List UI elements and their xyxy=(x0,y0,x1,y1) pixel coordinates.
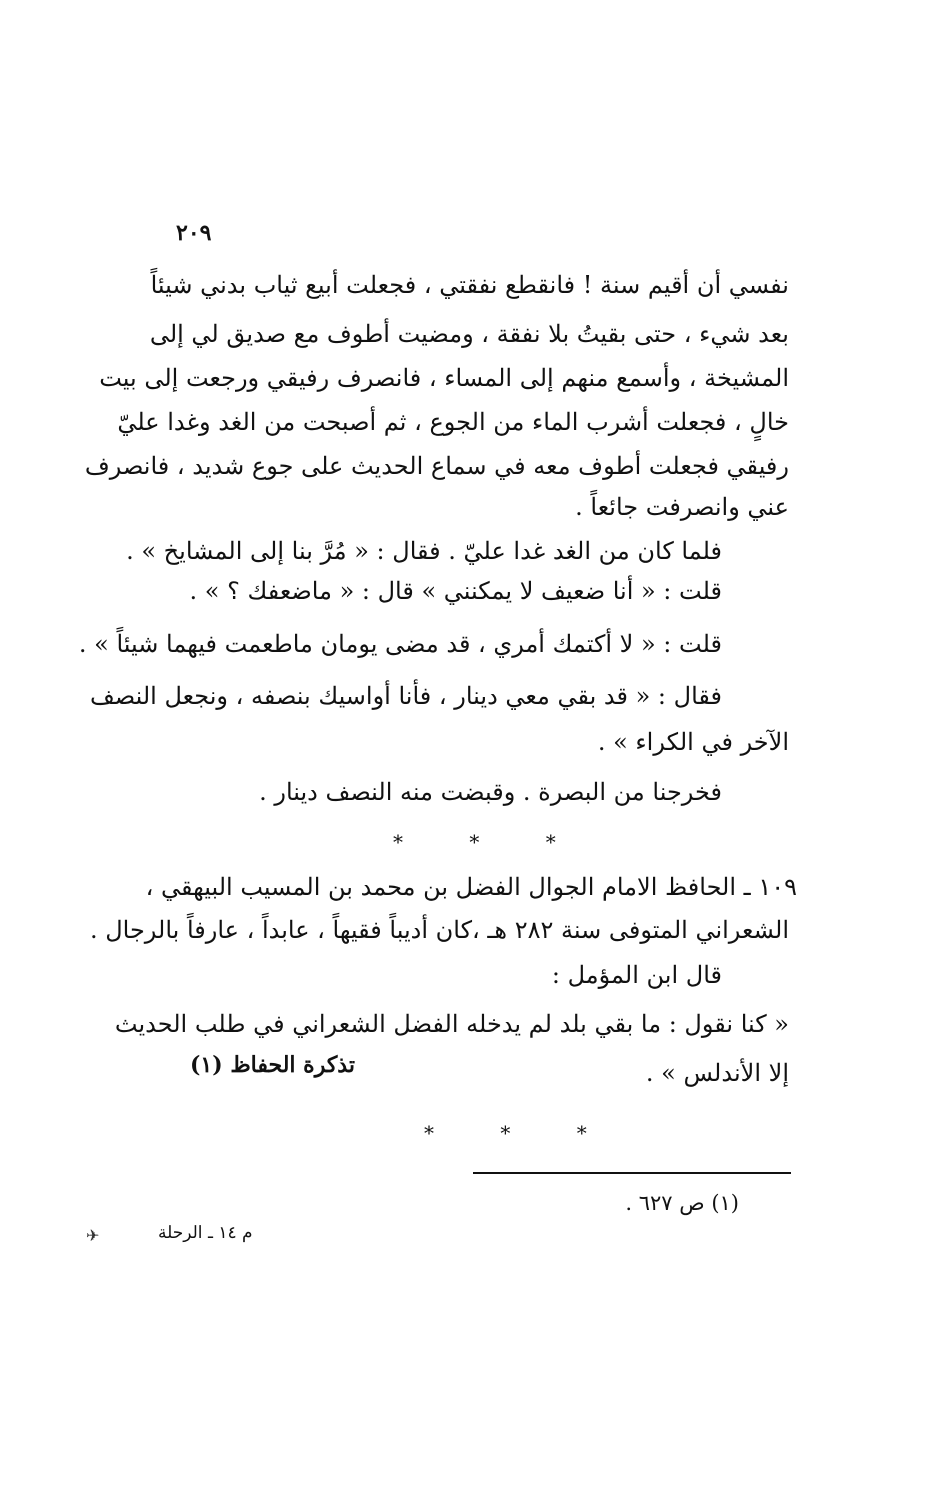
quote-intro: قال ابن المؤمل : xyxy=(551,961,722,989)
footnote-rule xyxy=(473,1172,791,1174)
entry-heading: ١٠٩ ـ الحافظ الامام الجوال الفضل بن محمد بن المسيب البيهقي ، xyxy=(145,873,797,901)
quote-line: « كنا نقول : ما بقي بلد لم يدخله الفضل الشعراني في طلب الحديث xyxy=(114,1010,789,1038)
footnote: (١) ص ٦٢٧ . xyxy=(625,1191,739,1215)
text-line: المشيخة ، وأسمع منهم إلى المساء ، فانصرف رفيقي ورجعت إلى بيت xyxy=(99,364,789,392)
text-line: فخرجنا من البصرة . وقبضت منه النصف دينار . xyxy=(259,778,722,806)
text-line: عني وانصرفت جائعاً . xyxy=(575,493,789,521)
text-line: الشعراني المتوفى سنة ٢٨٢ هـ ،كان أديباً فقيهاً ، عابداً ، عارفاً بالرجال . xyxy=(89,916,789,944)
reference-label: تذكرة الحفاظ (١) xyxy=(190,1052,355,1078)
printer-mark-icon: ✈ xyxy=(86,1226,100,1245)
section-separator: * * * xyxy=(424,1121,617,1145)
text-line: خالٍ ، فجعلت أشرب الماء من الجوع ، ثم أصبحت من الغد وغدا عليّ xyxy=(117,408,789,436)
text-line: الآخر في الكراء » . xyxy=(597,728,789,756)
text-line: رفيقي فجعلت أطوف معه في سماع الحديث على جوع شديد ، فانصرف xyxy=(84,452,789,480)
signature-mark: م ١٤ ـ الرحلة xyxy=(158,1223,253,1243)
dialogue-line: قلت : « لا أكتمك أمري ، قد مضى يومان ماطعمت فيهما شيئاً » . xyxy=(78,630,722,658)
section-separator: * * * xyxy=(393,830,586,854)
quote-line: إلا الأندلس » . xyxy=(645,1059,789,1087)
dialogue-line: فلما كان من الغد غدا عليّ . فقال : « مُرَّ بنا إلى المشايخ » . xyxy=(126,537,722,565)
text-line: نفسي أن أقيم سنة ! فانقطع نفقتي ، فجعلت أبيع ثياب بدني شيئاً xyxy=(150,271,789,299)
page-number: ٢٠٩ xyxy=(176,220,212,246)
text-line: بعد شيء ، حتى بقيتُ بلا نفقة ، ومضيت أطوف مع صديق لي إلى xyxy=(149,320,789,348)
text-line: فقال : « قد بقي معي دينار ، فأنا أواسيك بنصفه ، ونجعل النصف xyxy=(89,682,722,710)
dialogue-line: قلت : « أنا ضعيف لا يمكنني » قال : « ماضعفك ؟ » . xyxy=(189,577,722,605)
